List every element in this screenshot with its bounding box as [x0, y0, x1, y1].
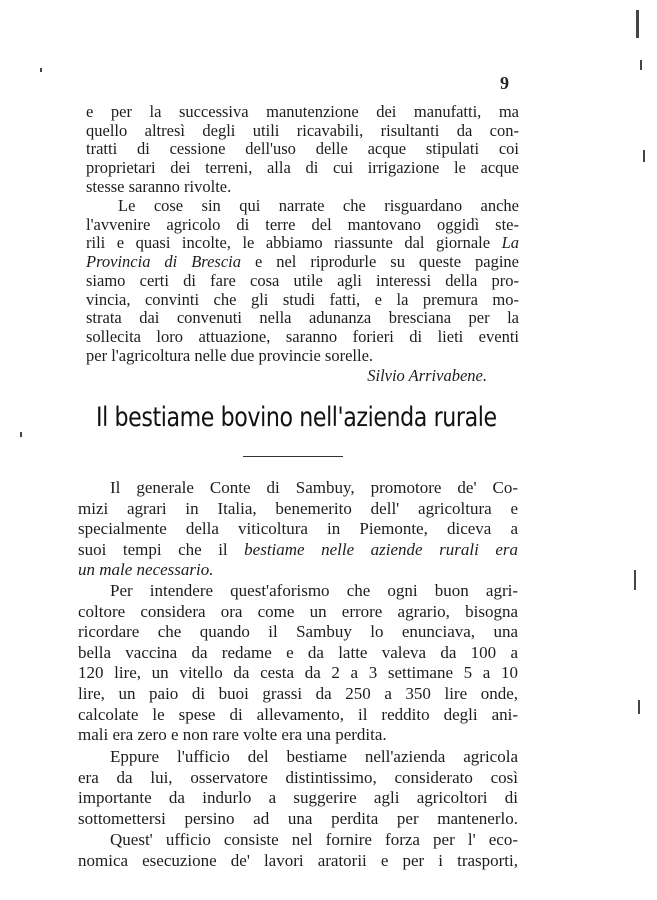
paragraph-3 — [78, 478, 518, 581]
text-line: sollecita loro attuazione, saranno forieri di lieti eventi — [86, 326, 519, 346]
paragraph-6 — [78, 830, 518, 871]
text-line: calcolate le spese di allevamento, il reddito degli ani- — [78, 704, 518, 724]
section-title: Il bestiame bovino nell'azienda rurale — [96, 402, 497, 433]
text-line: era da lui, osservatore distintissimo, considerato così — [78, 767, 518, 787]
text-line — [86, 234, 519, 253]
text-line: 120 lire, un vitello da cesta da 2 a 3 settimane 5 a 10 — [78, 663, 518, 683]
paragraph-4 — [78, 581, 518, 746]
text-line: bella vaccina da redame e da latte valeva da 100 a — [78, 642, 518, 662]
scan-edge-mark — [638, 700, 640, 714]
scan-edge-mark — [20, 432, 22, 437]
text-run: e nel riprodurle su queste pagine — [241, 252, 520, 272]
text-line: ricordare che quando il Sambuy lo enunciava, una — [78, 622, 518, 642]
text-line: Eppure l'ufficio del bestiame nell'azienda agricola — [110, 747, 518, 766]
page-number: 9 — [500, 73, 509, 93]
scan-edge-mark — [636, 10, 639, 38]
text-line: stesse saranno rivolte. — [86, 176, 232, 196]
text-line: importante da indurlo a suggerire agli agricoltori di — [78, 788, 518, 808]
scan-edge-mark — [640, 60, 642, 70]
quoted-aphorism: un male necessario. — [78, 560, 214, 580]
text-line: Il generale Conte di Sambuy, promotore de' Co- — [110, 478, 518, 497]
text-line: Quest' ufficio consiste nel fornire forza per l' eco- — [110, 830, 518, 849]
text-line: per l'agricoltura nelle due provincie sorelle. — [86, 345, 374, 365]
text-run: rili e quasi incolte, le abbiamo riassunte dal giornale — [86, 233, 502, 253]
scan-edge-mark — [40, 68, 42, 72]
text-line — [86, 253, 519, 272]
text-line: e per la successiva manutenzione dei manufatti, ma — [86, 102, 519, 121]
text-line: nomica esecuzione de' lavori aratorii e per i trasporti, — [78, 850, 518, 870]
text-line: mali era zero e non rare volte era una perdita. — [78, 725, 387, 745]
text-line: mizi agrari in Italia, benemerito dell' agricoltura e — [78, 498, 518, 518]
text-line: sottomettersi persino ad una perdita per mantenerlo. — [78, 808, 518, 828]
paragraph-2 — [86, 197, 519, 365]
text-line: tratti di cessione dell'uso delle acque stipulati coi — [86, 139, 519, 159]
text-line: Per intendere quest'aforismo che ogni buon agri- — [110, 581, 518, 600]
text-line: l'avvenire agricolo di terre del mantovano oggidì ste- — [86, 214, 519, 234]
text-line — [78, 540, 518, 561]
quoted-aphorism: bestiame nelle aziende rurali era — [244, 539, 518, 559]
title-divider — [243, 456, 343, 457]
scan-edge-mark — [643, 150, 645, 162]
signature: Silvio Arrivabene. — [367, 366, 487, 385]
text-run: suoi tempi che il — [78, 539, 245, 559]
text-line: lire, un paio di buoi grassi da 250 a 350 lire onde, — [78, 683, 518, 703]
text-line: quello altresì degli utili ricavabili, risultanti da con- — [86, 120, 519, 140]
text-line: strata dai convenuti nella adunanza bresciana per la — [86, 308, 519, 328]
newspaper-title: La — [501, 233, 519, 253]
paragraph-1 — [86, 103, 519, 197]
newspaper-title: Provincia di Brescia — [86, 252, 241, 272]
text-line: specialmente della viticoltura in Piemonte, diceva a — [78, 519, 518, 539]
text-line: Le cose sin qui narrate che risguardano anche — [118, 196, 519, 215]
text-line: coltore considera ora come un errore agrario, bisogna — [78, 601, 518, 621]
text-line: proprietari dei terreni, alla di cui irrigazione le acque — [86, 158, 519, 178]
scan-edge-mark — [634, 570, 636, 590]
text-line: vincia, convinti che gli studi fatti, e la premura mo- — [86, 289, 519, 309]
paragraph-5 — [78, 747, 518, 829]
text-line: siamo certi di fare cosa utile agli interessi della pro- — [86, 270, 519, 290]
